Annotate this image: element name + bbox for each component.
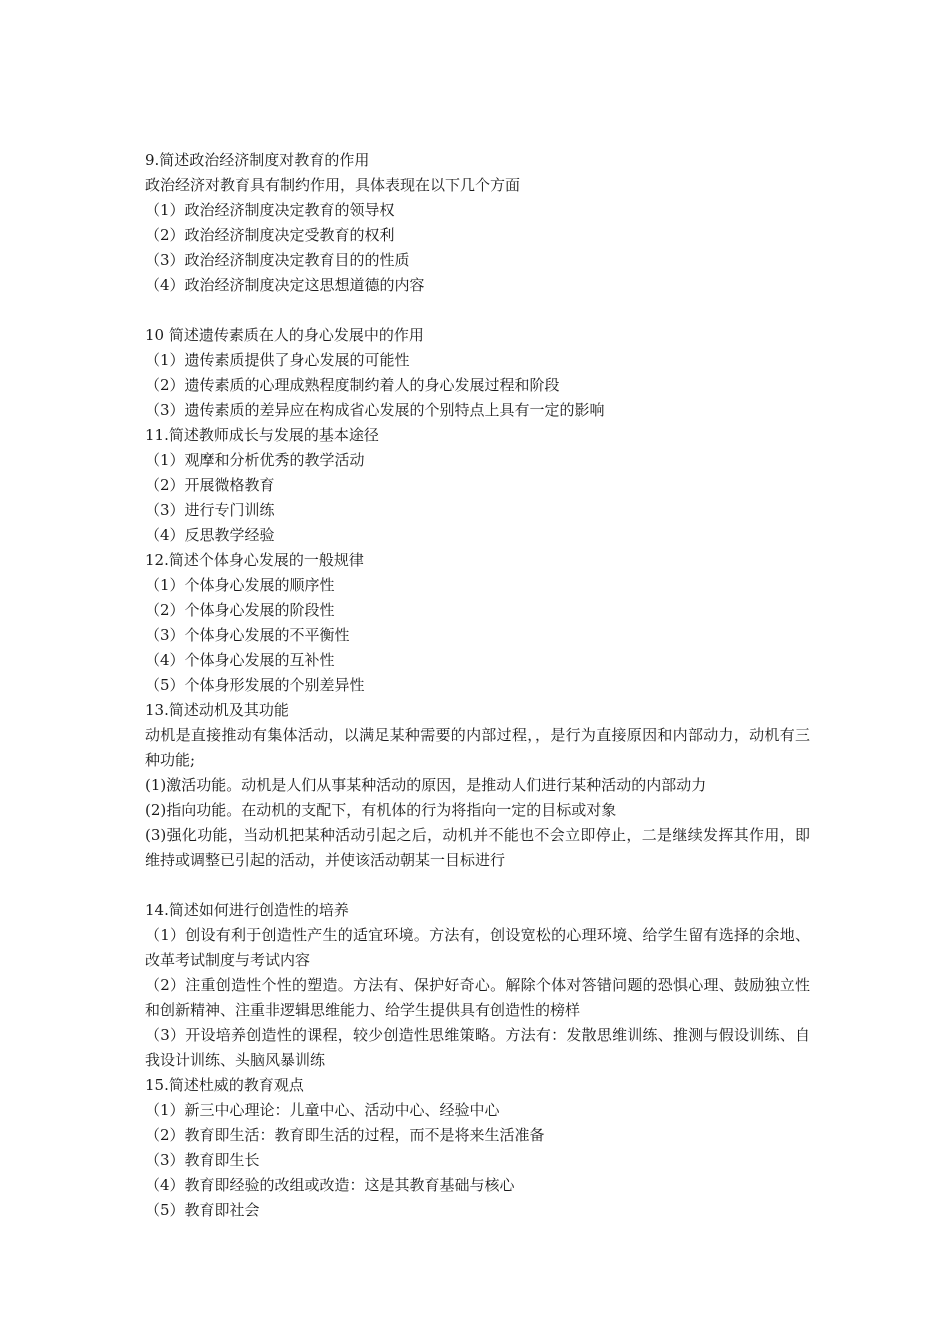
list-item: （1）观摩和分析优秀的教学活动	[145, 451, 365, 469]
list-item: （2）教育即生活：教育即生活的过程，而不是将来生活准备	[145, 1126, 545, 1144]
list-item: （2）遗传素质的心理成熟程度制约着人的身心发展过程和阶段	[145, 376, 560, 394]
list-item: (3)强化功能，当动机把某种活动引起之后，动机并不能也不会立即停止，二是继续发挥其作用，即维持或调整已引起的活动，并使该活动朝某一目标进行	[145, 826, 810, 869]
list-item: （3）进行专门训练	[145, 501, 275, 519]
list-item: （1）新三中心理论：儿童中心、活动中心、经验中心	[145, 1101, 500, 1119]
list-item: （4）教育即经验的改组或改造：这是其教育基础与核心	[145, 1176, 515, 1194]
list-item: （1）遗传素质提供了身心发展的可能性	[145, 351, 410, 369]
list-item: (2)指向功能。在动机的支配下，有机体的行为将指向一定的目标或对象	[145, 801, 617, 819]
paragraph-spacer	[145, 873, 810, 898]
list-item: （5）个体身形发展的个别差异性	[145, 676, 365, 694]
document-page	[145, 148, 810, 1223]
list-item: （2）注重创造性个性的塑造。方法有、保护好奇心。解除个体对答错问题的恐惧心理、鼓励独立性和创新精神、注重非逻辑思维能力、给学生提供具有创造性的榜样	[145, 976, 810, 1019]
list-item: （3）遗传素质的差异应在构成省心发展的个别特点上具有一定的影响	[145, 401, 605, 419]
section-13-heading: 13.简述动机及其功能	[145, 701, 289, 719]
section-12-heading: 12.简述个体身心发展的一般规律	[145, 551, 364, 569]
list-item: （2）个体身心发展的阶段性	[145, 601, 335, 619]
list-item: （1）政治经济制度决定教育的领导权	[145, 201, 395, 219]
section-15-heading: 15.简述杜威的教育观点	[145, 1076, 304, 1094]
section-9-heading: 9.简述政治经济制度对教育的作用	[145, 151, 370, 169]
paragraph-spacer	[145, 298, 810, 323]
section-10-heading: 10 简述遗传素质在人的身心发展中的作用	[145, 326, 424, 344]
section-11-heading: 11.简述教师成长与发展的基本途径	[145, 426, 379, 444]
section-14-heading: 14.简述如何进行创造性的培养	[145, 901, 349, 919]
list-item: （1）创设有利于创造性产生的适宜环境。方法有，创设宽松的心理环境、给学生留有选择的余地、改革考试制度与考试内容	[145, 926, 810, 969]
list-item: （3）个体身心发展的不平衡性	[145, 626, 350, 644]
list-item: （5）教育即社会	[145, 1201, 260, 1219]
section-13-intro: 动机是直接推动有集体活动，以满足某种需要的内部过程，，是行为直接原因和内部动力，动机有三种功能;	[145, 726, 810, 769]
list-item: （2）开展微格教育	[145, 476, 275, 494]
list-item: （4）个体身心发展的互补性	[145, 651, 335, 669]
list-item: （3）开设培养创造性的课程，较少创造性思维策略。方法有：发散思维训练、推测与假设训练、自我设计训练、头脑风暴训练	[145, 1026, 810, 1069]
list-item: （1）个体身心发展的顺序性	[145, 576, 335, 594]
list-item: （4）政治经济制度决定这思想道德的内容	[145, 276, 425, 294]
list-item: （2）政治经济制度决定受教育的权利	[145, 226, 395, 244]
section-9-intro: 政治经济对教育具有制约作用，具体表现在以下几个方面	[145, 176, 521, 194]
list-item: （3）政治经济制度决定教育目的的性质	[145, 251, 410, 269]
list-item: (1)激活功能。动机是人们从事某种活动的原因，是推动人们进行某种活动的内部动力	[145, 776, 707, 794]
list-item: （4）反思教学经验	[145, 526, 275, 544]
list-item: （3）教育即生长	[145, 1151, 260, 1169]
